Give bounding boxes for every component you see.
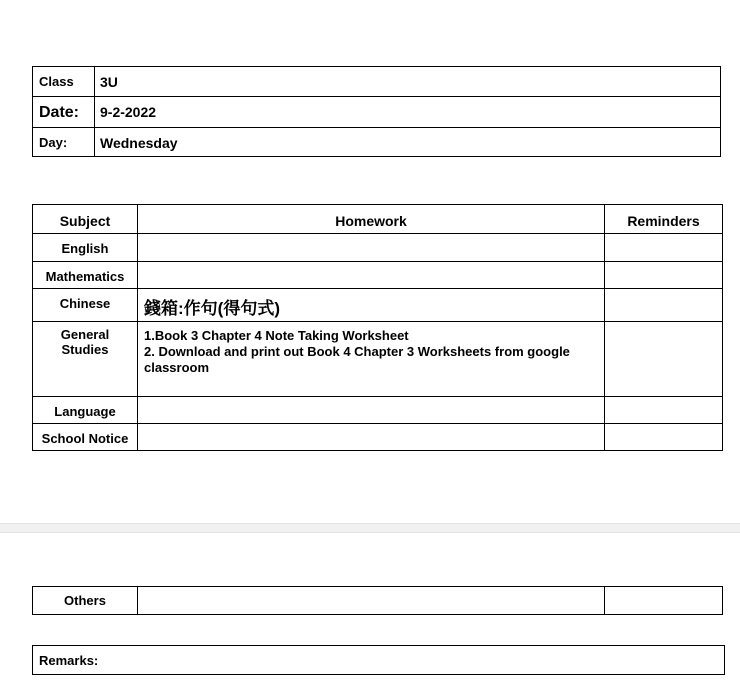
date-value[interactable]: 9-2-2022 [95,97,721,128]
subject-gs-line1: General [60,327,110,342]
subject-others: Others [33,587,138,615]
day-label: Day: [33,128,95,157]
date-row [33,97,721,128]
day-row [33,128,721,157]
class-row [33,67,721,97]
remarks-table [32,645,725,675]
homework-school-notice[interactable] [138,424,605,451]
table-row-general-studies [33,322,723,397]
subject-gs-line2: Studies [61,342,109,357]
subject-mathematics: Mathematics [33,262,138,289]
subject-school-notice: School Notice [33,424,138,451]
subject-language: Language [33,397,138,424]
table-row-english [33,234,723,262]
homework-mathematics[interactable] [138,262,605,289]
homework-table [32,204,723,451]
reminders-language[interactable] [605,397,723,424]
table-header-row [33,205,723,234]
homework-others[interactable] [138,587,605,615]
remarks-row [33,646,725,675]
reminders-mathematics[interactable] [605,262,723,289]
homework-english[interactable] [138,234,605,262]
table-row-mathematics [33,262,723,289]
table-row-language [33,397,723,424]
header-homework: Homework [138,205,605,234]
homework-gs-line2: 2. Download and print out Book 4 Chapter 3 Worksheets from google classroom [144,344,570,375]
homework-chinese[interactable] [138,289,605,322]
date-label: Date: [33,97,95,128]
homework-general-studies[interactable] [138,322,605,397]
page-break [0,523,740,533]
subject-general-studies [33,322,138,397]
reminders-school-notice[interactable] [605,424,723,451]
table-row-school-notice [33,424,723,451]
table-row-others [33,587,723,615]
remarks-label[interactable]: Remarks: [33,646,725,675]
homework-chinese-text: 錢箱:作句(得句式) [144,299,280,318]
reminders-others[interactable] [605,587,723,615]
class-value[interactable]: 3U [95,67,721,97]
header-reminders: Reminders [605,205,723,234]
header-subject: Subject [33,205,138,234]
others-table [32,586,723,615]
subject-chinese: Chinese [33,289,138,322]
table-row-chinese [33,289,723,322]
info-table [32,66,721,157]
homework-language[interactable] [138,397,605,424]
homework-gs-line1: 1.Book 3 Chapter 4 Note Taking Worksheet [144,328,409,343]
subject-english: English [33,234,138,262]
day-value[interactable]: Wednesday [95,128,721,157]
reminders-general-studies[interactable] [605,322,723,397]
class-label: Class [33,67,95,97]
reminders-english[interactable] [605,234,723,262]
reminders-chinese[interactable] [605,289,723,322]
